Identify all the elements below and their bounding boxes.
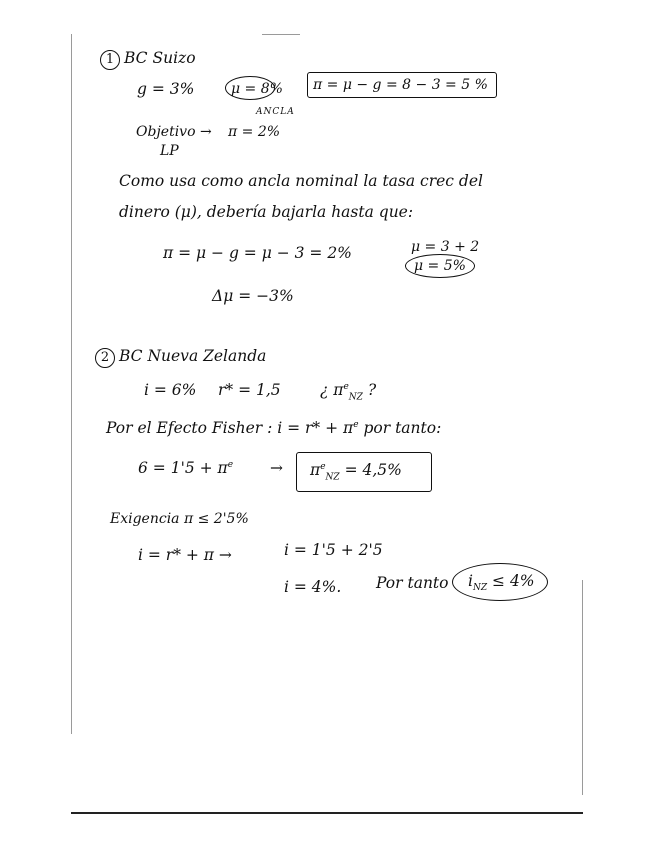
section2-number: 2 — [95, 348, 115, 368]
fisher-end: por tanto: — [358, 419, 442, 438]
objetivo-label: Objetivo → — [136, 124, 212, 140]
eq3: i = 4%. — [284, 578, 342, 596]
top-mark-line — [262, 34, 300, 35]
final-sub: NZ — [472, 583, 488, 594]
fisher-text: Por el Efecto Fisher : i = r* + π — [106, 419, 354, 438]
objetivo-value: π = 2% — [228, 124, 281, 140]
question-text: ¿ π — [320, 381, 344, 400]
side-top: μ = 3 + 2 — [411, 239, 480, 255]
section1-heading — [100, 50, 196, 70]
calc-text: 6 = 1'5 + π — [138, 459, 228, 478]
result-sup: e — [320, 462, 326, 472]
result-end: = 4,5% — [339, 461, 402, 480]
result — [310, 463, 402, 482]
side-oval-text: μ = 5% — [414, 258, 466, 274]
eq1: i = r* + π → — [138, 546, 232, 564]
calc-arrow: → — [270, 459, 283, 477]
ancla-label: ANCLA — [256, 107, 295, 117]
right-margin-line — [582, 580, 583, 795]
objetivo-sub: LP — [160, 143, 179, 159]
exigencia: Exigencia π ≤ 2'5% — [110, 511, 249, 527]
fisher-line — [106, 421, 441, 437]
calc — [138, 461, 233, 477]
left-margin-line — [71, 34, 72, 734]
final-result — [468, 574, 535, 593]
result-pi: π — [310, 461, 321, 480]
delta-mu: Δμ = −3% — [212, 287, 294, 305]
por-tanto: Por tanto — [376, 574, 449, 592]
section2-heading — [95, 348, 266, 368]
section1-title: BC Suizo — [124, 49, 196, 67]
text-line1: Como usa como ancla nominal la tasa crec del — [119, 172, 483, 190]
given-i: i = 6% — [144, 381, 197, 399]
final-end: ≤ 4% — [487, 572, 535, 590]
question-sub: NZ — [348, 392, 363, 403]
given-r: r* = 1,5 — [218, 381, 281, 399]
question-end: ? — [362, 381, 377, 400]
fisher-sup: e — [353, 420, 359, 430]
calc-sup: e — [227, 460, 234, 470]
result-sub: NZ — [325, 472, 340, 483]
section1-number: 1 — [100, 50, 120, 70]
formula-text: π = μ − g = 8 − 3 = 5 % — [313, 77, 488, 93]
eq2: i = 1'5 + 2'5 — [284, 541, 383, 559]
line-mu: μ = 8% — [231, 81, 283, 97]
question-sup: e — [343, 382, 349, 392]
bottom-border-line — [71, 812, 583, 814]
question — [320, 383, 376, 402]
line-g: g = 3% — [137, 80, 195, 98]
text-line2: dinero (μ), debería bajarla hasta que: — [119, 203, 414, 221]
equation: π = μ − g = μ − 3 = 2% — [163, 244, 352, 262]
section2-title: BC Nueva Zelanda — [119, 347, 267, 365]
final-i: i — [468, 572, 473, 590]
